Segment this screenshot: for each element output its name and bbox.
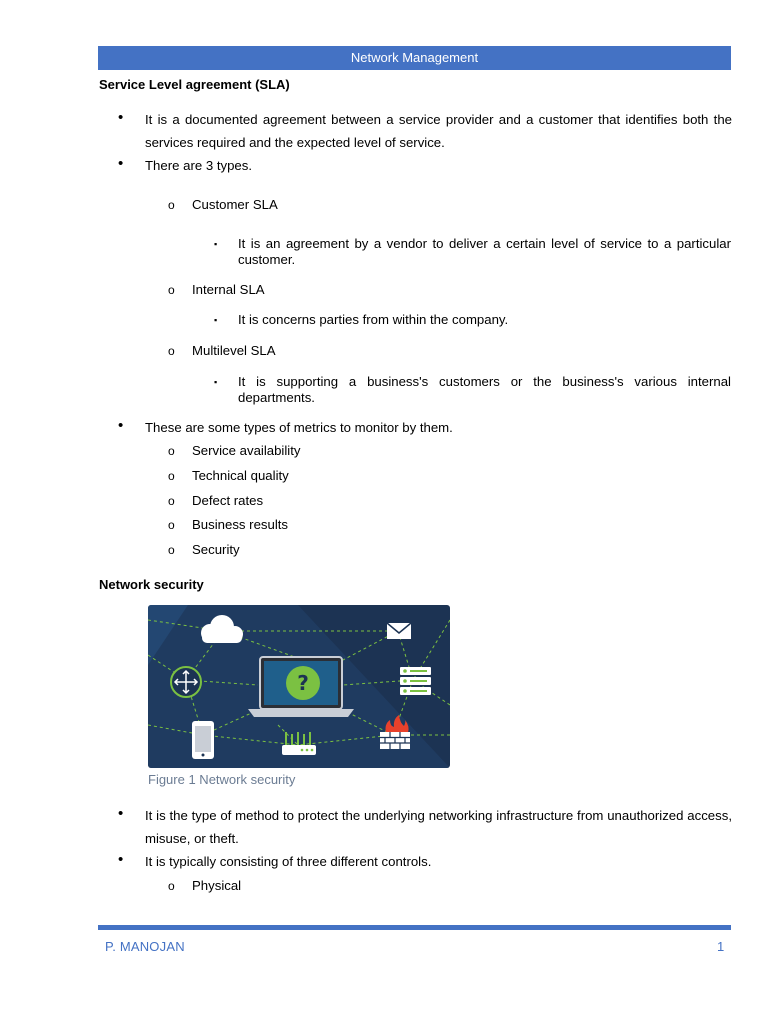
- list-item: [168, 441, 732, 461]
- metrics-intro: These are some types of metrics to monitor by them.: [145, 420, 453, 435]
- list-item: [118, 850, 732, 873]
- bullet-marker: •: [118, 805, 124, 822]
- list-item: [118, 154, 732, 177]
- sla-type-description: It is an agreement by a vendor to deliver a certain level of service to a particular customer.: [238, 236, 731, 267]
- figure-caption: Figure 1 Network security: [148, 772, 296, 787]
- email-icon: [387, 623, 411, 639]
- metric-item: Technical quality: [192, 468, 289, 483]
- sla-type-description: It is supporting a business's customers or the business's various internal departments.: [238, 374, 731, 405]
- footer-author: P. MANOJAN: [105, 939, 185, 954]
- list-item: [168, 341, 732, 361]
- list-item: [168, 195, 732, 215]
- bullet-marker: o: [168, 518, 175, 532]
- metric-item: Defect rates: [192, 493, 264, 508]
- list-item: [168, 515, 732, 535]
- footer-divider: [98, 925, 731, 930]
- network-security-definition: It is the type of method to protect the underlying networking infrastructure from unauthorized access, misuse, or theft.: [145, 808, 732, 846]
- bullet-marker: •: [118, 109, 124, 126]
- list-item: [214, 374, 731, 405]
- list-item: [214, 236, 731, 267]
- list-item: [214, 312, 731, 328]
- bullet-marker: o: [168, 469, 175, 483]
- question-mark: ?: [297, 671, 309, 695]
- bullet-marker: •: [118, 155, 124, 172]
- sla-heading: Service Level agreement (SLA): [99, 77, 290, 92]
- sla-type-name: Customer SLA: [192, 197, 278, 212]
- sla-types-intro: There are 3 types.: [145, 158, 253, 173]
- list-item: [118, 416, 732, 439]
- sla-type-name: Multilevel SLA: [192, 343, 276, 358]
- bullet-marker: •: [118, 417, 124, 434]
- bullet-marker: o: [168, 344, 175, 358]
- bullet-marker: o: [168, 494, 175, 508]
- network-security-figure: [148, 605, 450, 768]
- bullet-marker: ▪: [214, 315, 218, 325]
- server-icon: [400, 667, 431, 695]
- smartphone-icon: [192, 721, 214, 759]
- page-number: 1: [717, 939, 725, 954]
- list-item: [168, 280, 732, 300]
- sla-type-description: It is concerns parties from within the company.: [238, 312, 509, 327]
- bullet-marker: •: [118, 851, 124, 868]
- network-security-heading: Network security: [99, 577, 204, 592]
- sla-type-name: Internal SLA: [192, 282, 265, 297]
- bullet-marker: o: [168, 444, 175, 458]
- router-icon: [171, 667, 201, 697]
- list-item: [168, 540, 732, 560]
- control-item: Physical: [192, 878, 242, 893]
- page-header: Network Management: [98, 46, 731, 70]
- list-item: [168, 466, 732, 486]
- metric-item: Security: [192, 542, 240, 557]
- bullet-marker: o: [168, 879, 175, 893]
- bullet-marker: o: [168, 283, 175, 297]
- list-item: [118, 804, 732, 850]
- sla-definition: It is a documented agreement between a service provider and a customer that identifies both the services required and the expected level of service.: [145, 112, 732, 150]
- bullet-marker: o: [168, 543, 175, 557]
- bullet-marker: o: [168, 198, 175, 212]
- list-item: [168, 491, 732, 511]
- bullet-marker: ▪: [214, 239, 218, 249]
- list-item: [168, 876, 732, 896]
- list-item: [118, 108, 732, 154]
- metric-item: Service availability: [192, 443, 301, 458]
- question-icon: [286, 666, 320, 700]
- metric-item: Business results: [192, 517, 289, 532]
- controls-intro: It is typically consisting of three different controls.: [145, 854, 432, 869]
- bullet-marker: ▪: [214, 377, 218, 387]
